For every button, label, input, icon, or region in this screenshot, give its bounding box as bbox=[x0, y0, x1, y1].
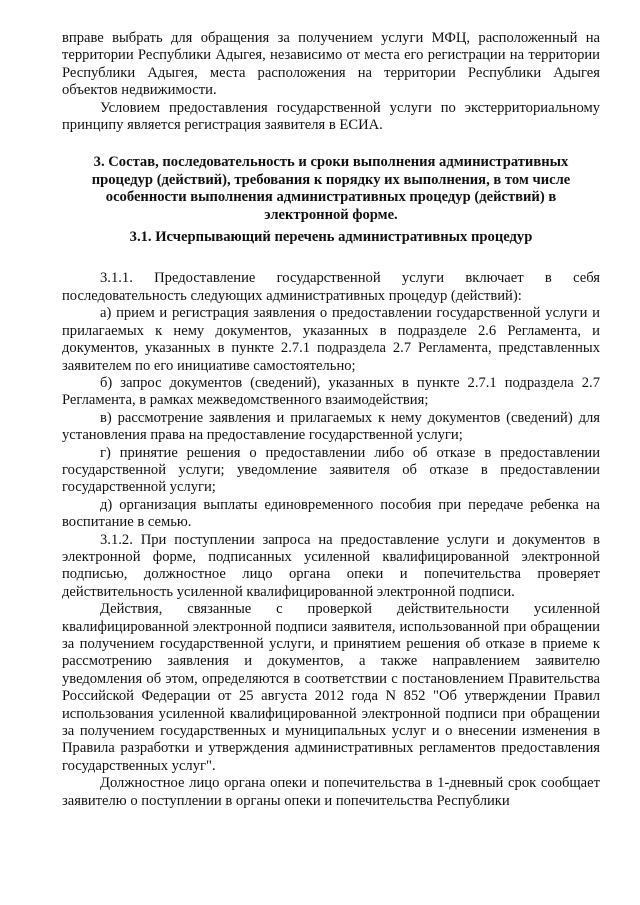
list-item-b: б) запрос документов (сведений), указанных в пункте 2.7.1 подраздела 2.7 Регламента, в рамках межведомственного взаимодействия; bbox=[62, 374, 600, 409]
paragraph-actions: Действия, связанные с проверкой действительности усиленной квалифицированной электронной подписи заявителя, использованной при обращении за получением государственной услуги, и принятием решения об отказе в приеме к рассмотрению заявления и документов, а также направлением заявителю уведомления об этом, определяются в соответствии с постановлением Правительства Российской Федерации от 25 августа 2012 года N 852 "Об утверждении Правил использования усиленной квалифицированной электронной подписи при обращении за получением государственных и муниципальных услуг и о внесении изменения в Правила разработки и утверждения административных регламентов предоставления государственных услуг". bbox=[62, 601, 600, 774]
intro-paragraph-2: Условием предоставления государственной услуги по экстерриториальному принципу является регистрация заявителя в ЕСИА. bbox=[62, 99, 600, 134]
list-item-g: г) принятие решения о предоставлении либо об отказе в предоставлении государственной услуги; уведомление заявителя об отказе в предоставлении государственной услуги; bbox=[62, 444, 600, 496]
subsection-title: 3.1. Исчерпывающий перечень административных процедур bbox=[129, 229, 533, 246]
list-item-d: д) организация выплаты единовременного пособия при передаче ребенка на воспитание в семью. bbox=[62, 496, 600, 531]
paragraph-3-1-2: 3.1.2. При поступлении запроса на предоставление услуги и документов в электронной форме, подписанных усиленной квалифицированной электронной подписью, должностное лицо органа опеки и попечительства проверяет действительность усиленной квалифицированной электронной подписи. bbox=[62, 531, 600, 600]
intro-paragraph-1: вправе выбрать для обращения за получением услуги МФЦ, расположенный на территории Республики Адыгея, независимо от места его регистрации на территории Республики Адыгея, места расположения на территории Республики Адыгея объектов недвижимости. bbox=[62, 30, 600, 99]
paragraph-official: Должностное лицо органа опеки и попечительства в 1-дневный срок сообщает заявителю о поступлении в органы опеки и попечительства Республики bbox=[62, 775, 600, 809]
list-item-v: в) рассмотрение заявления и прилагаемых к нему документов (сведений) для установления права на предоставление государственной услуги; bbox=[62, 409, 600, 444]
paragraph-3-1-1: 3.1.1. Предоставление государственной услуги включает в себя последовательность следующих административных процедур (действий): bbox=[62, 270, 600, 304]
list-item-a: а) прием и регистрация заявления о предоставлении государственной услуги и прилагаемых к нему документов, указанных в подразделе 2.6 Регламента, и документов, указанных в пункте 2.7.1 подраздела 2.7 Регламента, представленных заявителем по его инициативе самостоятельно; bbox=[62, 305, 600, 374]
section-title: 3. Состав, последовательность и сроки выполнения административных процедур (действий), требования к порядку их выполнения, в том числе особенности выполнения административных процедур (действий) в электронной форме. bbox=[91, 154, 571, 223]
